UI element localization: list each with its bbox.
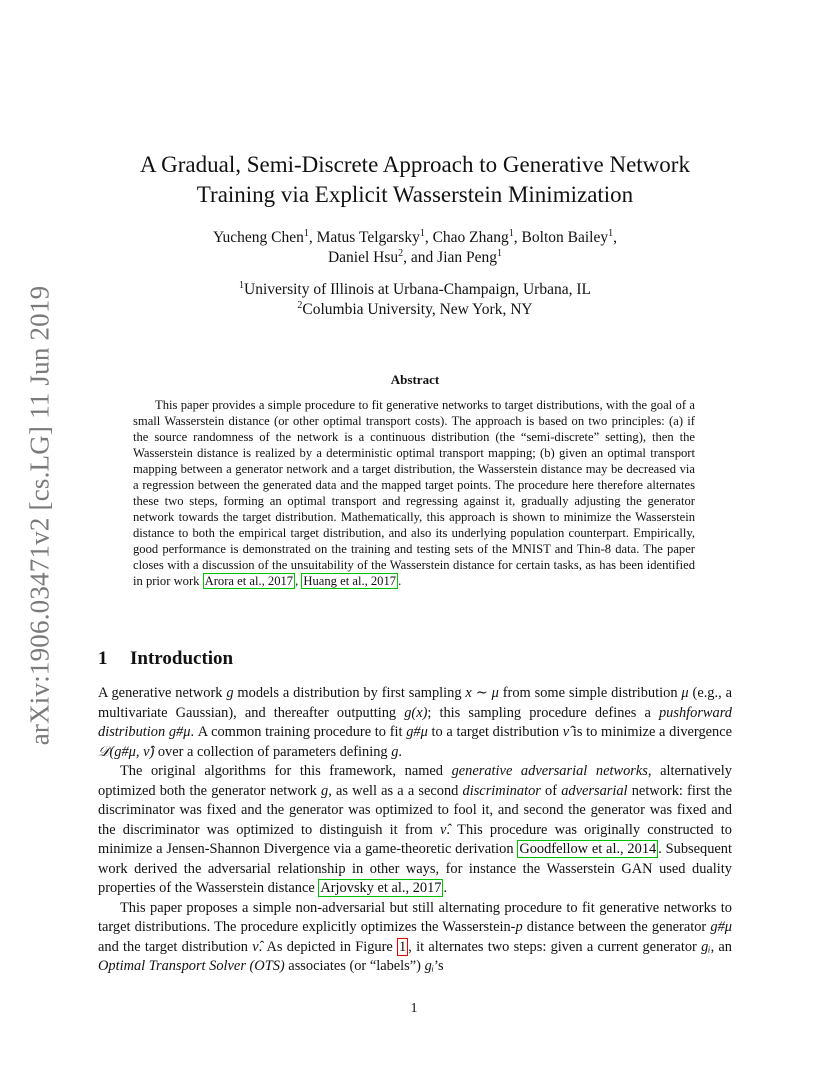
emphasis-term: Optimal Transport Solver (OTS) xyxy=(98,958,285,974)
page-number: 1 xyxy=(410,1001,418,1016)
math-symbol: x ∼ μ xyxy=(465,685,499,701)
author-name: Yucheng Chen xyxy=(213,229,304,246)
affiliation-text: Columbia University, New York, NY xyxy=(302,301,533,318)
text-run: models a distribution by first sampling xyxy=(233,685,466,701)
math-symbol: 𝒟(g#μ, ν̂) xyxy=(98,743,155,760)
text-run: The original algorithms for this framework, named xyxy=(120,763,452,779)
author-name: Matus Telgarsky xyxy=(316,229,420,246)
author-name: Daniel Hsu xyxy=(327,249,399,266)
arxiv-identifier-text: arXiv:1906.03471v2 [cs.LG] 11 Jun 2019 xyxy=(24,285,55,745)
text-run: distance between the generator xyxy=(522,919,711,935)
math-symbol: ν̂ xyxy=(439,821,447,838)
section-number: 1 xyxy=(98,648,108,669)
text-run: of xyxy=(540,782,562,799)
abstract-end: . xyxy=(398,574,402,588)
author-affiliation-mark: 1 xyxy=(303,227,309,239)
paragraph xyxy=(98,762,732,899)
text-run: , as well as a a second xyxy=(328,782,463,799)
math-symbol: g xyxy=(226,685,234,701)
abstract-body xyxy=(133,397,695,589)
author-affiliation-mark: 1 xyxy=(508,227,514,239)
text-run: and the target distribution xyxy=(98,938,253,955)
math-symbol: gᵢ xyxy=(424,958,435,974)
title-line-1: A Gradual, Semi-Discrete Approach to Generative Network xyxy=(140,152,690,177)
emphasis-term: discriminator xyxy=(462,782,541,799)
text-run: , an xyxy=(710,938,733,955)
text-run: . Subsequent work derived the adversarial relationship in other ways, for instance the Wasserstein GAN used duality properties of the Wasserstein distance xyxy=(98,841,732,896)
math-symbol: g#μ xyxy=(406,724,428,740)
text-run: . A common training procedure to fit xyxy=(190,724,407,740)
text-run: associates (or “labels”) xyxy=(284,958,425,974)
arxiv-identifier-stamp xyxy=(22,285,58,745)
text-run: to a target distribution xyxy=(427,724,563,740)
affiliation-number: 1 xyxy=(239,279,245,291)
text-run: over a collection of parameters defining xyxy=(154,743,392,760)
citation-link[interactable]: Goodfellow et al., 2014 xyxy=(519,841,657,857)
section-title: Introduction xyxy=(130,648,234,669)
text-run: is to minimize a divergence xyxy=(569,724,732,740)
section-heading xyxy=(98,648,233,670)
text-run: . As depicted in Figure xyxy=(258,938,398,955)
math-symbol: ν̂ xyxy=(252,938,259,955)
text-run: ; this sampling procedure defines a xyxy=(427,704,659,721)
text-run: from some simple distribution xyxy=(498,685,682,701)
text-run: , alternatively optimized both the generator network xyxy=(98,763,732,799)
author-list: Yucheng Chen$^1$, Matus Telgarsky$^1$, Chao Zhang$^1$, Bolton Bailey$^1$, Daniel Hsu$^2$, and Jian Peng$^1$ xyxy=(213,227,617,266)
text-run: ’s xyxy=(434,958,444,974)
introduction-body xyxy=(98,684,732,977)
text-run: (e.g., a multivariate Gaussian), and thereafter outputting xyxy=(98,685,732,721)
author-affiliation-mark: 1 xyxy=(497,247,503,259)
math-symbol: gᵢ xyxy=(701,938,711,955)
text-run: . This procedure was originally constructed to minimize a Jensen-Shannon Divergence via a game-theoretic derivation xyxy=(98,821,732,857)
text-run: , it alternates two steps: given a current generator xyxy=(408,938,702,955)
citation-link[interactable]: Huang et al., 2017 xyxy=(303,574,397,588)
citation-separator: , xyxy=(295,574,302,588)
paragraph xyxy=(98,899,732,977)
emphasis-term: generative adversarial networks xyxy=(451,763,648,779)
affiliation-list xyxy=(100,280,730,320)
math-symbol: ν̂ xyxy=(562,724,570,740)
math-symbol: μ xyxy=(681,685,689,701)
paper-title xyxy=(100,150,730,210)
affiliation-text: University of Illinois at Urbana-Champaign, Urbana, IL xyxy=(244,281,591,298)
math-symbol: g#μ xyxy=(710,919,732,935)
paragraph xyxy=(98,684,732,762)
text-run: . xyxy=(443,880,448,896)
citation-link[interactable]: Arora et al., 2017 xyxy=(204,574,294,588)
text-run: . xyxy=(398,743,403,760)
author-name: Bolton Bailey xyxy=(521,229,609,246)
citation-link[interactable]: Arjovsky et al., 2017 xyxy=(320,880,442,896)
title-line-2: Training via Explicit Wasserstein Minimization xyxy=(196,182,634,207)
author-affiliation-mark: 1 xyxy=(419,227,425,239)
affiliation-number: 2 xyxy=(297,299,303,311)
math-symbol: p xyxy=(515,919,523,935)
abstract-heading: Abstract xyxy=(390,372,440,387)
math-symbol: g xyxy=(391,743,399,760)
author-affiliation-mark: 2 xyxy=(398,247,404,259)
author-name: Jian Peng xyxy=(437,249,498,266)
author-affiliation-mark: 1 xyxy=(608,227,614,239)
math-symbol: g(x) xyxy=(404,704,428,721)
emphasis-term: adversarial xyxy=(561,782,628,799)
figure-link[interactable]: 1 xyxy=(399,938,407,955)
author-name: Chao Zhang xyxy=(432,229,509,246)
emphasis-term: pushforward distribution g#μ xyxy=(98,704,732,740)
abstract-text: This paper provides a simple procedure to fit generative networks to target distributions, with the goal of a small Wasserstein distance (or other optimal transport costs). The approach is based on two principles: (a) if the source randomness of the network is a continuous distribution (the “semi-discrete” setting), then the Wasserstein distance is realized by a deterministic optimal transport mapping; (b) given an optimal transport mapping between a generator network and a target distribution, the Wasserstein distance may be decreased via a regression between the generated data and the mapped target points. The procedure here therefore alternates these two steps, forming an optimal transport and regressing against it, gradually adjusting the generator network towards the target distribution. Mathematically, this approach is shown to minimize the Wasserstein distance to both the empirical target distribution, and also its underlying population counterpart. Empirically, good performance is demonstrated on the training and testing sets of the MNIST and Thin-8 data. The paper closes with a discussion of the unsuitability of the Wasserstein distance for certain tasks, as has been identified in prior work xyxy=(133,398,695,588)
text-run: This paper proposes a simple non-adversarial but still alternating procedure to fit generative networks to target distributions. The procedure explicitly optimizes the Wasserstein- xyxy=(98,899,732,935)
math-symbol: g xyxy=(321,782,329,799)
text-run: network: first the discriminator was fixed and the generator was optimized to fool it, and second the generator was fixed and the discriminator was optimized to distinguish it from xyxy=(98,782,732,838)
text-run: A generative network xyxy=(98,685,227,701)
